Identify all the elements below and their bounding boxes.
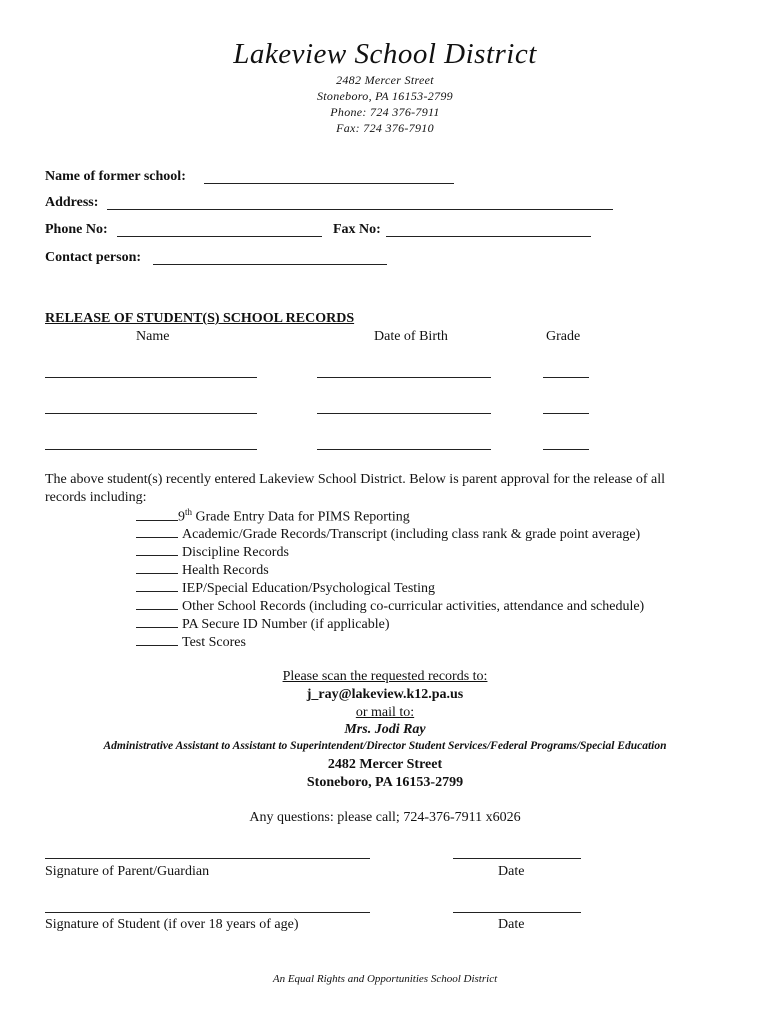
student-grade-field[interactable]	[543, 413, 589, 414]
student-name-field[interactable]	[45, 377, 257, 378]
district-fax: Fax: 724 376-7910	[336, 121, 434, 135]
record-item-other: Other School Records (including co-curricular activities, attendance and schedule)	[136, 597, 644, 615]
record-check-blank[interactable]	[136, 579, 178, 592]
fax-label: Fax No:	[333, 222, 381, 237]
footer-tagline: An Equal Rights and Opportunities School District	[272, 973, 498, 985]
former-school-label: Name of former school:	[45, 169, 186, 184]
address-label: Address:	[45, 195, 99, 210]
record-item-pa-secure-id: PA Secure ID Number (if applicable)	[136, 615, 389, 633]
record-item-academic: Academic/Grade Records/Transcript (including class rank & grade point average)	[136, 525, 640, 543]
contact-person-label: Contact person:	[45, 250, 142, 265]
student-grade-field[interactable]	[543, 449, 589, 450]
student-name-field[interactable]	[45, 413, 257, 414]
district-title: Lakeview School District	[233, 38, 537, 70]
record-item-health: Health Records	[136, 561, 269, 579]
district-city: Stoneboro, PA 16153-2799	[317, 89, 453, 103]
intro-line-2: records including:	[45, 490, 147, 505]
former-school-field[interactable]	[204, 183, 454, 184]
student-dob-field[interactable]	[317, 449, 491, 450]
student-dob-field[interactable]	[317, 377, 491, 378]
student-name-field[interactable]	[45, 449, 257, 450]
record-check-blank[interactable]	[136, 525, 178, 538]
student-date-label: Date	[498, 917, 525, 932]
contact-person-field[interactable]	[153, 264, 387, 265]
contact-street: 2482 Mercer Street	[327, 757, 443, 772]
parent-signature-label: Signature of Parent/Guardian	[45, 864, 210, 879]
student-signature-field[interactable]	[45, 912, 370, 913]
contact-city: Stoneboro, PA 16153-2799	[306, 775, 464, 790]
record-check-blank[interactable]	[136, 543, 178, 556]
contact-name: Mrs. Jodi Ray	[344, 722, 426, 737]
col-dob-header: Date of Birth	[374, 329, 448, 344]
parent-date-field[interactable]	[453, 858, 581, 859]
district-phone: Phone: 724 376-7911	[330, 105, 440, 119]
questions-line: Any questions: please call; 724-376-7911 x6026	[249, 810, 521, 825]
phone-label: Phone No:	[45, 222, 108, 237]
student-grade-field[interactable]	[543, 377, 589, 378]
record-item-discipline: Discipline Records	[136, 543, 289, 561]
student-dob-field[interactable]	[317, 413, 491, 414]
scan-instruction: Please scan the requested records to:	[282, 669, 488, 684]
student-date-field[interactable]	[453, 912, 581, 913]
col-name-header: Name	[136, 329, 170, 344]
record-check-blank[interactable]	[136, 633, 178, 646]
district-street: 2482 Mercer Street	[336, 73, 434, 87]
col-grade-header: Grade	[546, 329, 581, 344]
record-check-blank[interactable]	[136, 508, 178, 521]
record-item-test-scores: Test Scores	[136, 633, 246, 651]
student-signature-label: Signature of Student (if over 18 years of age)	[45, 917, 299, 932]
parent-signature-field[interactable]	[45, 858, 370, 859]
fax-field[interactable]	[386, 236, 591, 237]
record-item-pims: 9th Grade Entry Data for PIMS Reporting	[136, 507, 410, 526]
record-check-blank[interactable]	[136, 561, 178, 574]
contact-email[interactable]: j_ray@lakeview.k12.pa.us	[306, 687, 464, 702]
phone-field[interactable]	[117, 236, 322, 237]
record-item-iep: IEP/Special Education/Psychological Testing	[136, 579, 435, 597]
record-check-blank[interactable]	[136, 597, 178, 610]
address-field[interactable]	[107, 209, 613, 210]
parent-date-label: Date	[498, 864, 525, 879]
contact-title: Administrative Assistant to Assistant to Superintendent/Director Student Services/Federal Programs/Special Education	[103, 740, 667, 752]
record-check-blank[interactable]	[136, 615, 178, 628]
release-heading: RELEASE OF STUDENT(S) SCHOOL RECORDS	[45, 311, 355, 326]
intro-line-1: The above student(s) recently entered Lakeview School District. Below is parent approval for the release of all	[45, 472, 666, 487]
mail-instruction: or mail to:	[355, 705, 415, 720]
